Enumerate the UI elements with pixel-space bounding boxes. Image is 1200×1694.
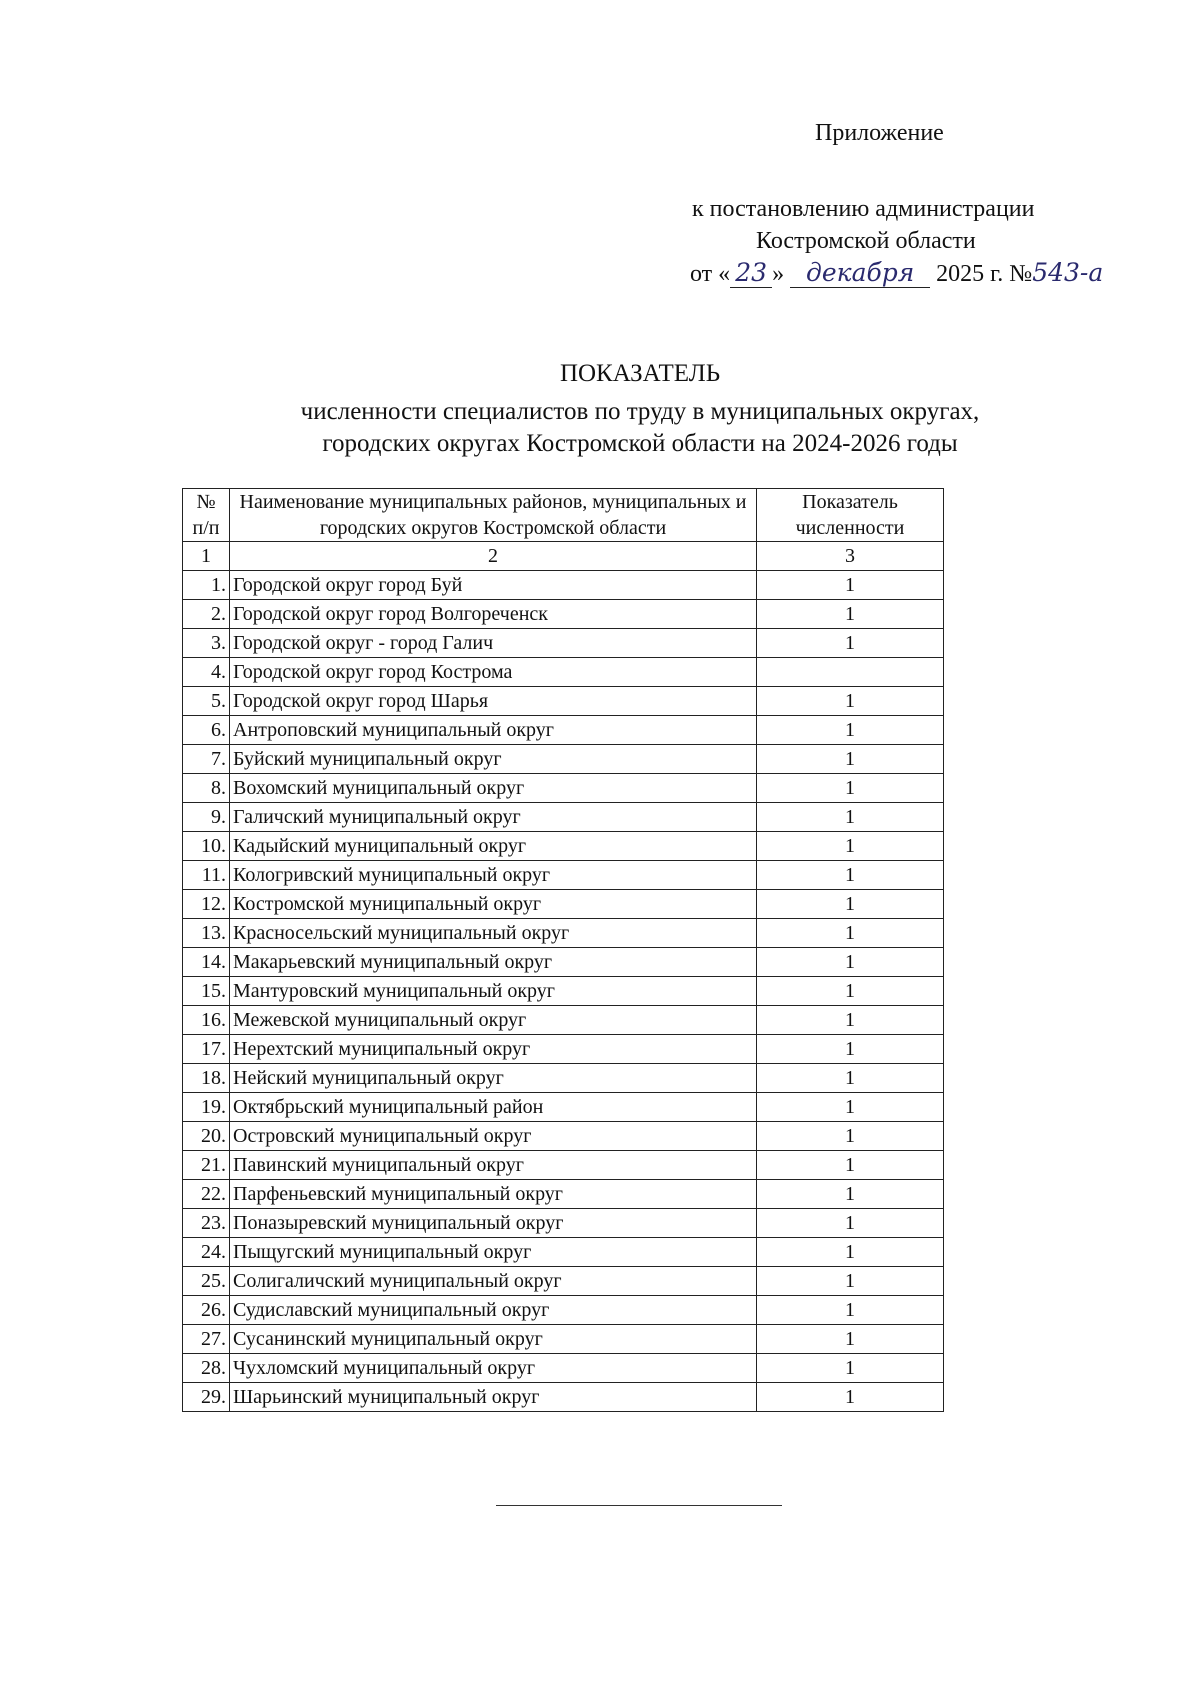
row-name: Городской округ - город Галич xyxy=(230,629,757,658)
row-value: 1 xyxy=(757,1383,944,1412)
row-name: Чухломский муниципальный округ xyxy=(230,1354,757,1383)
row-name: Буйский муниципальный округ xyxy=(230,745,757,774)
row-value: 1 xyxy=(757,716,944,745)
row-name: Антроповский муниципальный округ xyxy=(230,716,757,745)
row-value: 1 xyxy=(757,1006,944,1035)
table-row xyxy=(183,1093,944,1122)
date-quote-close: » xyxy=(772,261,785,287)
table-row xyxy=(183,716,944,745)
row-number: 28. xyxy=(183,1354,230,1383)
row-value: 1 xyxy=(757,774,944,803)
table-row xyxy=(183,1180,944,1209)
row-value: 1 xyxy=(757,600,944,629)
row-number: 10. xyxy=(183,832,230,861)
table-row xyxy=(183,1238,944,1267)
row-value: 1 xyxy=(757,1180,944,1209)
row-number: 11. xyxy=(183,861,230,890)
row-value: 1 xyxy=(757,1267,944,1296)
table-row xyxy=(183,1064,944,1093)
row-number: 26. xyxy=(183,1296,230,1325)
row-name: Галичский муниципальный округ xyxy=(230,803,757,832)
row-name: Макарьевский муниципальный округ xyxy=(230,948,757,977)
decree-date-line xyxy=(690,258,1103,294)
row-value: 1 xyxy=(757,1093,944,1122)
table-row xyxy=(183,948,944,977)
document-title: ПОКАЗАТЕЛЬ xyxy=(559,360,721,387)
row-value: 1 xyxy=(757,1296,944,1325)
row-value: 1 xyxy=(757,687,944,716)
row-value: 1 xyxy=(757,1325,944,1354)
table-row xyxy=(183,1325,944,1354)
row-number: 13. xyxy=(183,919,230,948)
table-row xyxy=(183,1006,944,1035)
table-row xyxy=(183,861,944,890)
row-number: 8. xyxy=(183,774,230,803)
header-num: № п/п xyxy=(183,489,230,542)
row-value: 1 xyxy=(757,1035,944,1064)
table-header-row xyxy=(183,489,944,542)
row-value: 1 xyxy=(757,832,944,861)
row-value: 1 xyxy=(757,977,944,1006)
row-value: 1 xyxy=(757,861,944,890)
row-value: 1 xyxy=(757,571,944,600)
table-row xyxy=(183,977,944,1006)
table-row xyxy=(183,919,944,948)
row-name: Октябрьский муниципальный район xyxy=(230,1093,757,1122)
row-number: 22. xyxy=(183,1180,230,1209)
row-number: 7. xyxy=(183,745,230,774)
row-name: Городской округ город Буй xyxy=(230,571,757,600)
row-name: Межевской муниципальный округ xyxy=(230,1006,757,1035)
row-name: Нейский муниципальный округ xyxy=(230,1064,757,1093)
staffing-table xyxy=(182,488,944,1412)
row-value: 1 xyxy=(757,1064,944,1093)
row-number: 27. xyxy=(183,1325,230,1354)
row-number: 24. xyxy=(183,1238,230,1267)
footer-divider xyxy=(496,1505,782,1506)
table-row xyxy=(183,774,944,803)
date-prefix: от « xyxy=(690,261,731,287)
row-number: 17. xyxy=(183,1035,230,1064)
table-row xyxy=(183,1122,944,1151)
row-number: 25. xyxy=(183,1267,230,1296)
date-day-handwritten: 23 xyxy=(730,258,772,288)
row-name: Островский муниципальный округ xyxy=(230,1122,757,1151)
row-number: 21. xyxy=(183,1151,230,1180)
table-row xyxy=(183,658,944,687)
row-value: 1 xyxy=(757,1238,944,1267)
table-row xyxy=(183,803,944,832)
table-row xyxy=(183,629,944,658)
row-number: 2. xyxy=(183,600,230,629)
row-value: 1 xyxy=(757,1122,944,1151)
doc-number-handwritten: 543-а xyxy=(1032,258,1104,287)
row-name: Городской округ город Кострома xyxy=(230,658,757,687)
row-number: 16. xyxy=(183,1006,230,1035)
table-row xyxy=(183,890,944,919)
table-column-index-row xyxy=(183,542,944,571)
row-name: Поназыревский муниципальный округ xyxy=(230,1209,757,1238)
row-number: 14. xyxy=(183,948,230,977)
col-index-3: 3 xyxy=(757,542,944,571)
table-body xyxy=(183,571,944,1412)
row-name: Кадыйский муниципальный округ xyxy=(230,832,757,861)
row-number: 19. xyxy=(183,1093,230,1122)
row-name: Сусанинский муниципальный округ xyxy=(230,1325,757,1354)
appendix-label: Приложение xyxy=(815,120,944,146)
row-name: Шарьинский муниципальный округ xyxy=(230,1383,757,1412)
row-name: Солигаличский муниципальный округ xyxy=(230,1267,757,1296)
table-row xyxy=(183,1296,944,1325)
document-subtitle-line2: городских округах Костромской области на 2024-2026 годы xyxy=(322,430,958,457)
table-row xyxy=(183,1383,944,1412)
row-number: 9. xyxy=(183,803,230,832)
table-row xyxy=(183,687,944,716)
date-year: 2025 г. № xyxy=(936,261,1033,287)
table-row xyxy=(183,1151,944,1180)
row-value: 1 xyxy=(757,948,944,977)
row-name: Мантуровский муниципальный округ xyxy=(230,977,757,1006)
document-subtitle-line1: численности специалистов по труду в муниципальных округах, xyxy=(300,398,980,425)
row-number: 15. xyxy=(183,977,230,1006)
decree-reference: к постановлению администрации xyxy=(692,196,1035,222)
row-name: Судиславский муниципальный округ xyxy=(230,1296,757,1325)
row-number: 1. xyxy=(183,571,230,600)
col-index-2: 2 xyxy=(230,542,757,571)
header-name: Наименование муниципальных районов, муниципальных и городских округов Костромской области xyxy=(230,489,757,542)
row-number: 20. xyxy=(183,1122,230,1151)
row-number: 4. xyxy=(183,658,230,687)
table-row xyxy=(183,1354,944,1383)
row-value: 1 xyxy=(757,1209,944,1238)
row-value: 1 xyxy=(757,1151,944,1180)
header-value: Показатель численности xyxy=(757,489,944,542)
row-name: Костромской муниципальный округ xyxy=(230,890,757,919)
row-value xyxy=(757,658,944,687)
row-value: 1 xyxy=(757,890,944,919)
row-name: Павинский муниципальный округ xyxy=(230,1151,757,1180)
row-value: 1 xyxy=(757,919,944,948)
document-title-block xyxy=(210,358,1070,460)
table-row xyxy=(183,600,944,629)
row-name: Нерехтский муниципальный округ xyxy=(230,1035,757,1064)
row-value: 1 xyxy=(757,803,944,832)
table-row xyxy=(183,1267,944,1296)
table-row xyxy=(183,571,944,600)
table-row xyxy=(183,745,944,774)
row-name: Городской округ город Волгореченск xyxy=(230,600,757,629)
row-number: 29. xyxy=(183,1383,230,1412)
date-month-handwritten: декабря xyxy=(790,258,930,288)
table-row xyxy=(183,1209,944,1238)
row-name: Пыщугский муниципальный округ xyxy=(230,1238,757,1267)
row-number: 18. xyxy=(183,1064,230,1093)
row-name: Красносельский муниципальный округ xyxy=(230,919,757,948)
row-name: Кологривский муниципальный округ xyxy=(230,861,757,890)
row-number: 12. xyxy=(183,890,230,919)
row-name: Вохомский муниципальный округ xyxy=(230,774,757,803)
row-number: 5. xyxy=(183,687,230,716)
row-number: 23. xyxy=(183,1209,230,1238)
row-number: 3. xyxy=(183,629,230,658)
row-number: 6. xyxy=(183,716,230,745)
row-value: 1 xyxy=(757,745,944,774)
col-index-1: 1 xyxy=(183,542,230,571)
row-name: Парфеньевский муниципальный округ xyxy=(230,1180,757,1209)
row-value: 1 xyxy=(757,629,944,658)
decree-region: Костромской области xyxy=(756,228,976,254)
row-value: 1 xyxy=(757,1354,944,1383)
table-row xyxy=(183,832,944,861)
table-row xyxy=(183,1035,944,1064)
row-name: Городской округ город Шарья xyxy=(230,687,757,716)
